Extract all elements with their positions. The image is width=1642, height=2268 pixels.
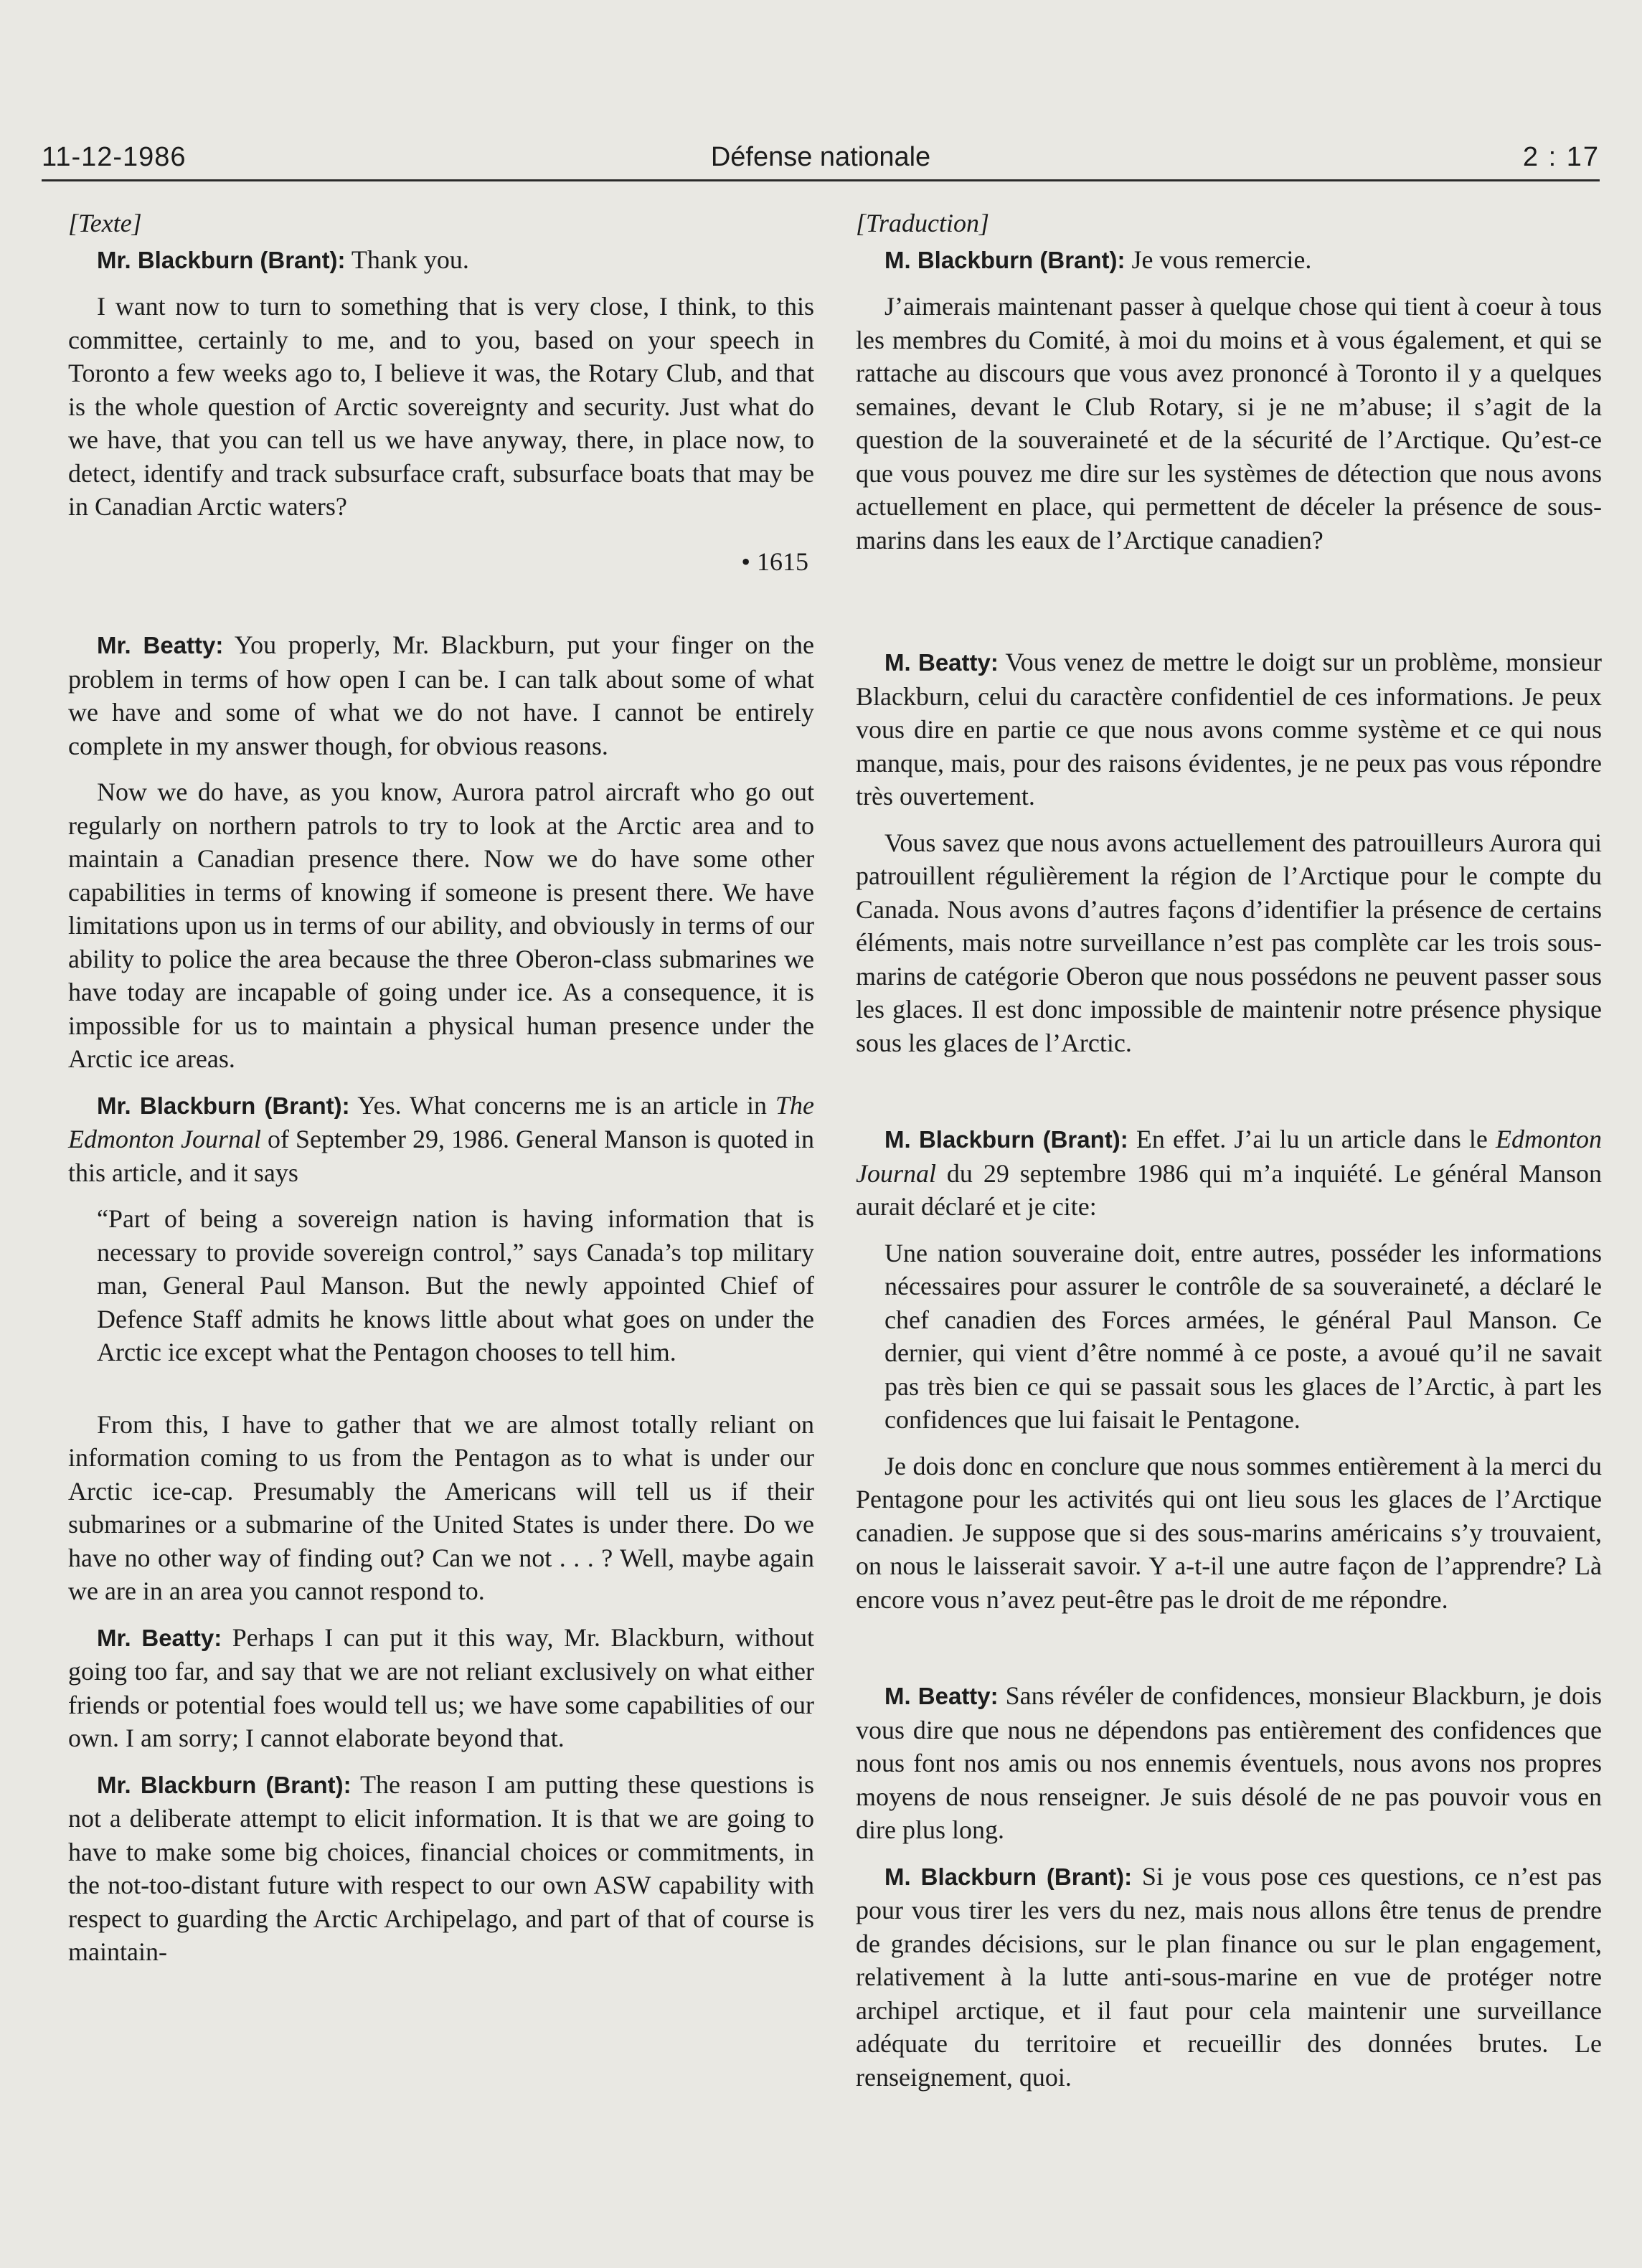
speech-1: M. Blackburn (Brant): Je vous remercie. xyxy=(884,245,1312,274)
paragraph-2: Now we do have, as you know, Aurora patrol aircraft who go out regularly on northern patrols to try to look at the Arctic area and to maintain a Canadian presence there. Now we do have some other capabilities in terms of knowing if someone is present there. We have limitations upon us in terms of our ability, and obviously in terms of our ability to police the area because the three Oberon-class submarines we have today are incapable of going under ice. As a consequence, it is impossible for us to maintain a physical human presence under the Arctic ice areas. xyxy=(68,778,814,1073)
paragraph-2: Vous savez que nous avons actuellement des patrouilleurs Aurora qui patrouillent régulièrement la région de l’Arctique pour le compte du Canada. Nous avons d’autres façons d’identifier la présence de certains éléments, mais notre surveillance n’est pas complète car les trois sous-marins de catégorie Oberon que nous possédons ne peuvent passer sous les glaces. Il est donc impossible de maintenir notre présence physique sous les glaces de l’Arctic. xyxy=(856,828,1602,1057)
speaker-name: Mr. Blackburn (Brant): xyxy=(97,1092,350,1119)
speaker-name: M. Blackburn (Brant): xyxy=(884,246,1126,273)
speaker-name: M. Blackburn (Brant): xyxy=(884,1863,1133,1890)
time-marker: • 1615 xyxy=(741,547,808,576)
speech-4: M. Beatty: Sans révéler de confidences, monsieur Blackburn, je dois vous dire que nous ne dépendons pas entièrement des confidences que nous font nos amis ou nos ennemis éventuels, nous avons nos propres moyens de nous renseigner. Je suis désolé de ne pas pouvoir vous en dire plus long. xyxy=(856,1681,1602,1844)
paragraph-3: From this, I have to gather that we are almost totally reliant on information coming to us from the Pentagon as to what is under our Arctic ice-cap. Presumably the Americans will tell us if their submarines or a submarine of the United States is under there. Do we have no other way of finding out? Can we not . . . ? Well, maybe again we are in an area you cannot respond to. xyxy=(68,1409,814,1605)
paragraph-1: I want now to turn to something that is very close, I think, to this committee, certainly to me, and to you, based on your speech in Toronto a few weeks ago to, I believe it was, the Rotary Club, and that is the whole question of Arctic sovereignty and security. Just what do we have, that you can tell us we have anyway, there, in place now, to detect, identify and track subsurface craft, subsurface boats that may be in Canadian Arctic waters? xyxy=(68,292,814,521)
speech-2: Mr. Beatty: You properly, Mr. Blackburn, put your finger on the problem in terms of how open I can be. I can talk about some of what we have and some of what we do not have. I cannot be entirely complete in my answer though, for obvious reasons. xyxy=(68,630,814,760)
speaker-name: M. Blackburn (Brant): xyxy=(884,1126,1128,1153)
speech-2: M. Beatty: Vous venez de mettre le doigt sur un problème, monsieur Blackburn, celui du caractère confidentiel de ces informations. Je peux vous dire en partie ce que nous avons comme système et ce qui nous manque, mais, pour des raisons évidentes, je ne peux pas vous répondre très ouvertement. xyxy=(856,648,1603,811)
paragraph-1: J’aimerais maintenant passer à quelque chose qui tient à coeur à tous les membres du Comité, à moi du moins et à vous également, et qui se rattache au discours que vous avez prononcé à Toronto il y a quelques semaines, devant le Club Rotary, si je ne m’abuse; il s’agit de la question de la souveraineté et de la sécurité de l’Arctique. Qu’est-ce que vous pouvez me dire sur les systèmes de détection que nous avons actuellement en place, qui permettent de déceler la présence de sous-marins dans les eaux de l’Arctique canadien? xyxy=(856,292,1602,554)
block-quote: “Part of being a sovereign nation is having information that is necessary to provide sovereign control,” says Canada’s top military man, General Paul Manson. But the newly appointed Chief of Defence Staff admits he knows little about what goes on under the Arctic ice except what the Pentagon chooses to tell him. xyxy=(97,1204,814,1366)
block-quote: Une nation souveraine doit, entre autres, posséder les informations nécessaires pour assurer le contrôle de sa souveraineté, a déclaré le chef canadien des Forces armées, le général Paul Manson. Ce dernier, qui vient d’être nommé à ce poste, a avoué qu’il ne savait pas très bien ce qui se passait sous les glaces de l’Arctic, à part les confidences que lui faisait le Pentagone. xyxy=(884,1238,1602,1434)
english-column xyxy=(68,207,814,1982)
paragraph-3: Je dois donc en conclure que nous sommes entièrement à la merci du Pentagone pour les activités qui ont lieu sous les glaces de l’Arctique canadien. Je suppose que si des sous-marins américains s’y trouvaient, on nous le laisserait savoir. Y a-t-il une autre façon de l’apprendre? Là encore vous n’avez peut-être pas le droit de me répondre. xyxy=(856,1451,1602,1614)
speaker-name: Mr. Blackburn (Brant): xyxy=(97,1771,351,1798)
header-date: 11-12-1986 xyxy=(42,142,187,172)
speaker-name: Mr. Blackburn (Brant): xyxy=(97,246,346,273)
speaker-name: M. Beatty: xyxy=(884,649,999,676)
speech-5: Mr. Blackburn (Brant): The reason I am putting these questions is not a deliberate attempt to elicit information. It is that we are going to have to make some big choices, financial choices or commitments, in the not-too-distant future with respect to our own ASW capability with respect to guarding the Arctic Archipelago, and part of that of course is maintain- xyxy=(68,1769,814,1966)
journal-title: The Edmonton Journal xyxy=(68,1090,814,1153)
speaker-name: Mr. Beatty: xyxy=(97,632,224,658)
section-label: [Texte] xyxy=(68,209,142,237)
speech-4: Mr. Beatty: Perhaps I can put it this way, Mr. Blackburn, without going too far, and say that we are not reliant exclusively on what either friends or potential foes would tell us; we have some capabilities of our own. I am sorry; I cannot elaborate beyond that. xyxy=(68,1622,814,1752)
section-label: [Traduction] xyxy=(856,209,990,237)
header-title: Défense nationale xyxy=(710,142,931,172)
journal-title: Edmonton Journal xyxy=(856,1125,1603,1188)
speech-3: Mr. Blackburn (Brant): Yes. What concerns me is an article in The Edmonton Journal of September 29, 1986. General Manson is quoted in this article, and it says xyxy=(68,1090,814,1187)
header-page-number: 2 : 17 xyxy=(1522,142,1600,172)
speech-3: M. Blackburn (Brant): En effet. J’ai lu un article dans le Edmonton Journal du 29 septembre 1986 qui m’a inquiété. Le général Manson aurait déclaré et je cite: xyxy=(856,1125,1603,1221)
running-header xyxy=(42,136,1600,181)
speech-5: M. Blackburn (Brant): Si je vous pose ces questions, ce n’est pas pour vous tirer les vers du nez, mais nous allons être tenus de prendre de grandes décisions, sur le plan finance ou sur le plan engagement, relativement à la lutte anti-sous-marine en vue de protéger notre archipel arctique, et il faut pour cela maintenir une surveillance adéquate du territoire et recueillir des données brutes. Le renseignement, quoi. xyxy=(856,1861,1602,2092)
speech-1: Mr. Blackburn (Brant): Thank you. xyxy=(97,245,469,274)
french-column xyxy=(856,207,1602,2107)
speaker-name: Mr. Beatty: xyxy=(97,1624,222,1651)
speaker-name: M. Beatty: xyxy=(884,1683,999,1709)
